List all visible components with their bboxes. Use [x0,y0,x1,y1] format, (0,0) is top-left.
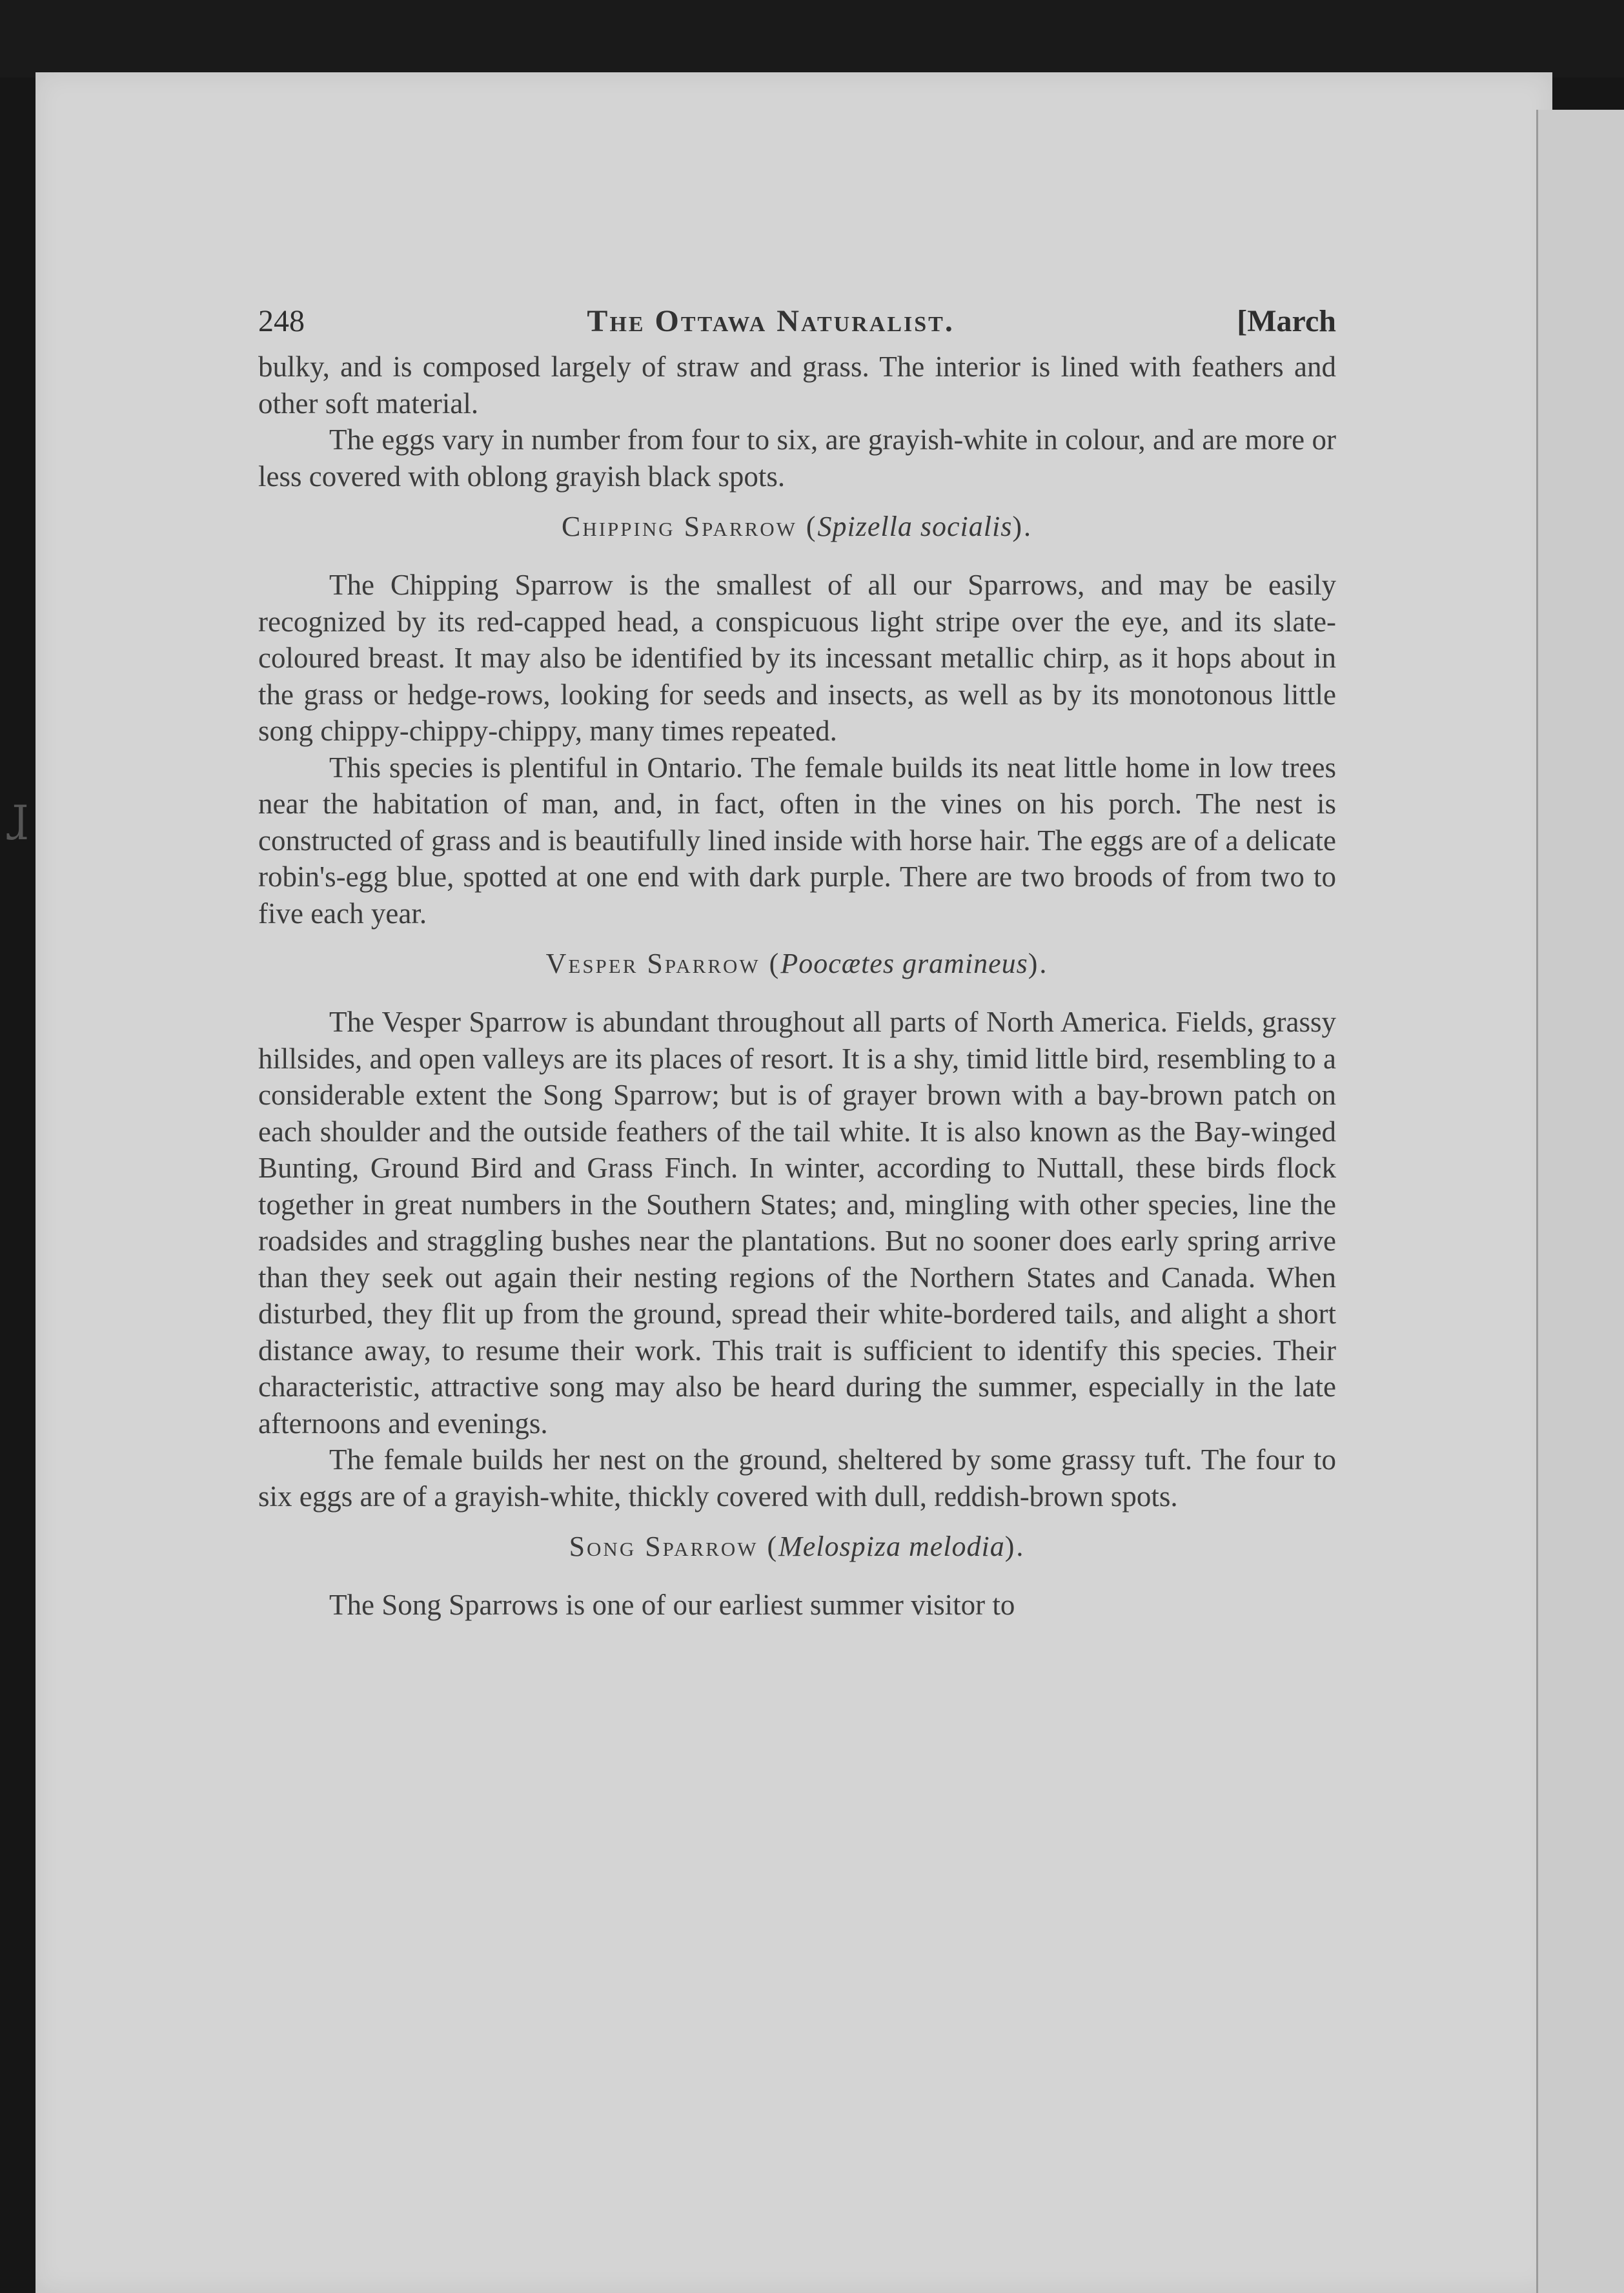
section-heading-song-sparrow [258,1529,1336,1565]
section-heading-chipping-sparrow [258,509,1336,545]
heading-end: ). [1028,948,1049,979]
paragraph: The female builds her nest on the ground, sheltered by some grassy tuft. The four to six eggs are of a grayish-white, thickly covered with dull, reddish-brown spots. [258,1443,1336,1513]
heading-common-name: Song Sparrow ( [569,1531,779,1562]
scan-background [0,0,1624,77]
paragraph: The Chipping Sparrow is the smallest of all our Sparrows, and may be easily recognized by its red-capped head, a conspicuous light stripe over the eye, and its slate-coloured breast. It may also be identified by its incessant metallic chirp, as it hops about in the grass or hedge-rows, looking for seeds and insects, as well as by its monotonous little song chippy-chippy-chippy, many times repeated. [258,569,1336,747]
heading-latin-name: Spizella socialis [817,511,1013,542]
heading-latin-name: Melospiza melodia [778,1531,1005,1562]
page-number: 248 [258,304,305,338]
heading-common-name: Vesper Sparrow ( [545,948,781,979]
heading-end: ). [1012,511,1033,542]
next-page-edge [1536,110,1624,2293]
body-text [258,349,1336,1624]
running-header [258,303,1336,349]
issue-month: [March [1237,304,1336,338]
heading-latin-name: Poocætes gramineus [780,948,1028,979]
journal-title: The Ottawa Naturalist. [587,304,955,338]
paragraph: This species is plentiful in Ontario. The female builds its neat little home in low trees near the habitation of man, and, in fact, often in the vines on his porch. The nest is constructed of grass and is beautifully lined inside with horse hair. The eggs are of a delicate robin's-egg blue, spotted at one end with dark purple. There are two broods of from two to five each year. [258,751,1336,930]
section-heading-vesper-sparrow [258,946,1336,982]
paragraph: bulky, and is composed largely of straw and grass. The interior is lined with feathers and other soft material. [258,351,1336,420]
margin-mark: ɺ [5,797,28,850]
heading-common-name: Chipping Sparrow ( [562,511,818,542]
page-content [258,303,1336,1624]
paragraph: The Vesper Sparrow is abundant throughout all parts of North America. Fields, grassy hillsides, and open valleys are its places of resort. It is a shy, timid little bird, resembling to a considerable extent the Song Sparrow; but is of grayer brown with a bay-brown patch on each shoulder and the outside feathers of the tail white. It is also known as the Bay-winged Bunting, Ground Bird and Grass Finch. In winter, according to Nuttall, these birds flock together in great numbers in the Southern States; and, mingling with other species, line the roadsides and straggling bushes near the plantations. But no sooner does early spring arrive than they seek out again their nesting regions of the Northern States and Canada. When disturbed, they flit up from the ground, spread their white-bordered tails, and alight a short distance away, to resume their work. This trait is sufficient to identify this species. Their characteristic, attractive song may also be heard during the summer, especially in the late afternoons and evenings. [258,1006,1336,1440]
heading-end: ). [1004,1531,1026,1562]
paragraph: The eggs vary in number from four to six, are grayish-white in colour, and are more or less covered with oblong grayish black spots. [258,423,1336,493]
paragraph: The Song Sparrows is one of our earliest summer visitor to [329,1589,1015,1621]
